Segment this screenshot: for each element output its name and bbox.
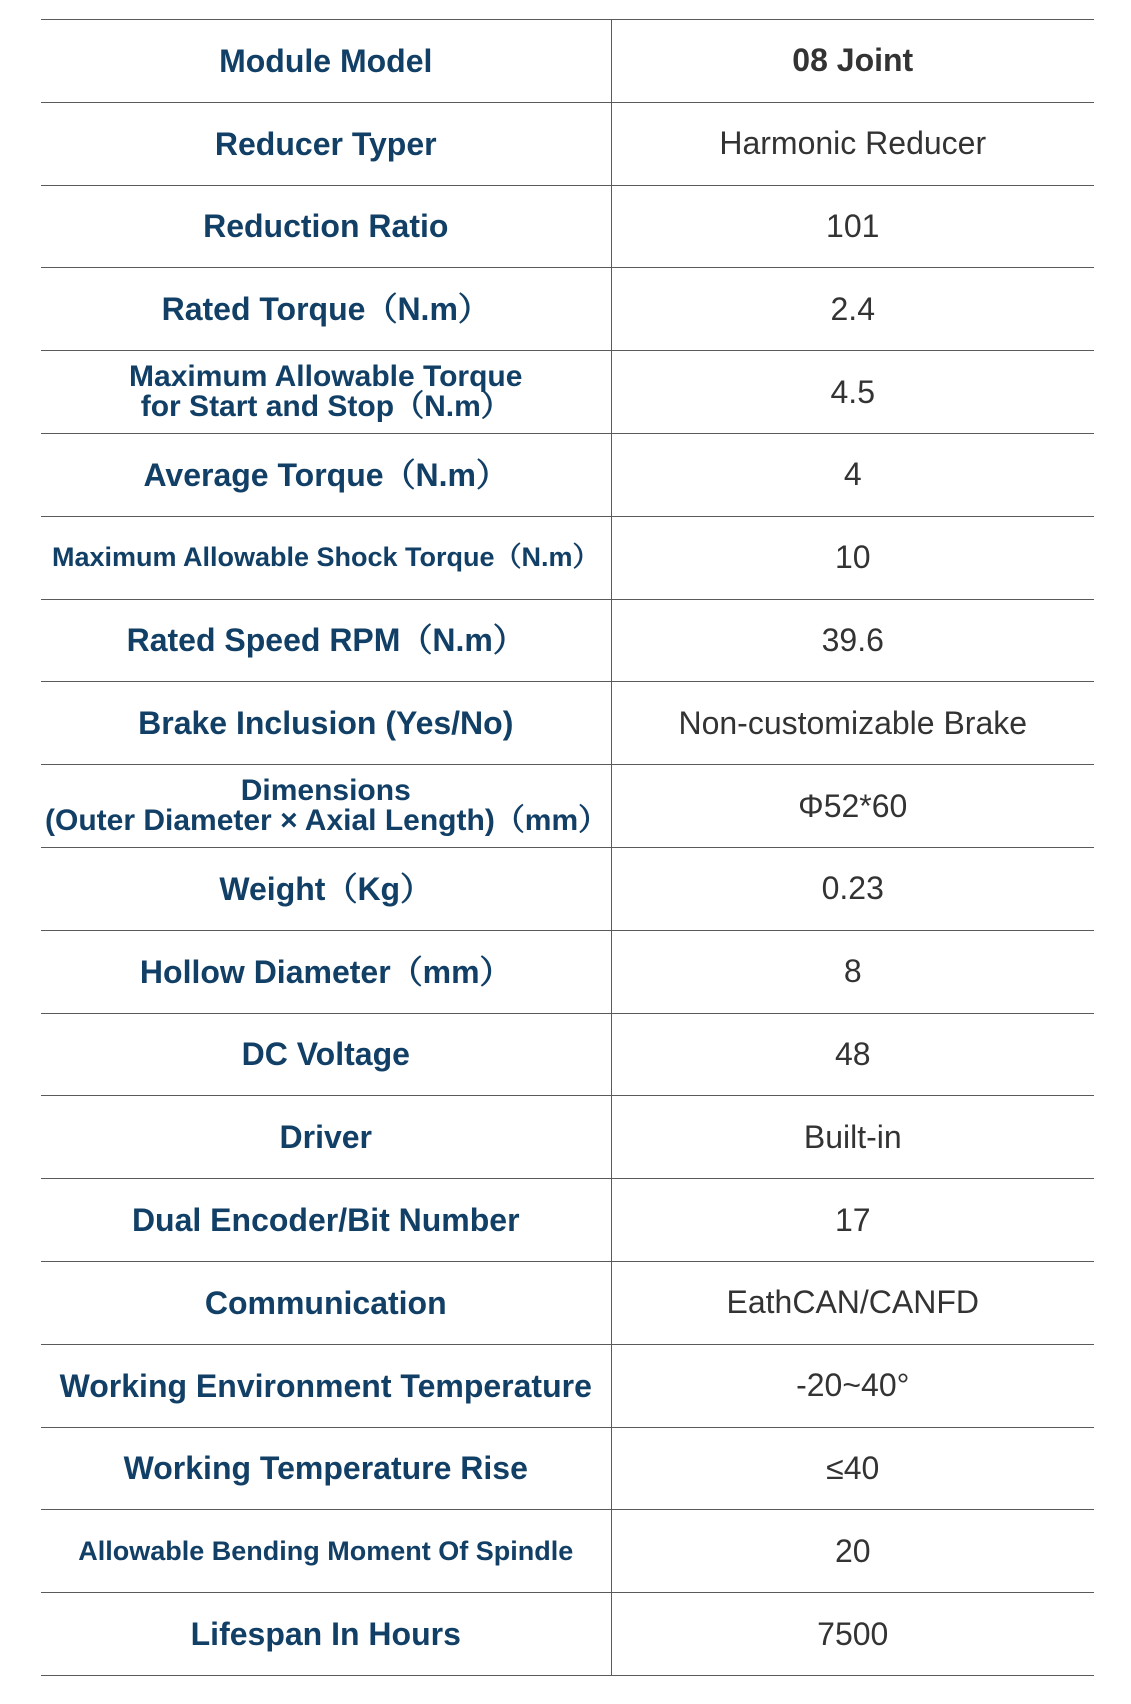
spec-label: Average Torque（N.m） bbox=[41, 433, 611, 516]
spec-label bbox=[41, 351, 611, 434]
spec-label: Driver bbox=[41, 1096, 611, 1179]
spec-table-body bbox=[41, 20, 1094, 1676]
spec-table bbox=[41, 19, 1094, 1676]
spec-label: Rated Torque（N.m） bbox=[41, 268, 611, 351]
spec-value: Harmonic Reducer bbox=[611, 102, 1094, 185]
table-row bbox=[41, 102, 1094, 185]
spec-value: EathCAN/CANFD bbox=[611, 1261, 1094, 1344]
table-row bbox=[41, 599, 1094, 682]
table-row bbox=[41, 682, 1094, 765]
spec-value: Non-customizable Brake bbox=[611, 682, 1094, 765]
spec-value: 4.5 bbox=[611, 351, 1094, 434]
spec-value: 08 Joint bbox=[611, 20, 1094, 103]
spec-label: Weight（Kg） bbox=[41, 847, 611, 930]
spec-label: Hollow Diameter（mm） bbox=[41, 930, 611, 1013]
table-row bbox=[41, 847, 1094, 930]
spec-value: Φ52*60 bbox=[611, 765, 1094, 848]
spec-value: Built-in bbox=[611, 1096, 1094, 1179]
spec-label: Module Model bbox=[41, 20, 611, 103]
table-row bbox=[41, 433, 1094, 516]
spec-value: 10 bbox=[611, 516, 1094, 599]
spec-value: -20~40° bbox=[611, 1344, 1094, 1427]
spec-value: 0.23 bbox=[611, 847, 1094, 930]
table-row bbox=[41, 1427, 1094, 1510]
spec-label: Reduction Ratio bbox=[41, 185, 611, 268]
spec-label: Communication bbox=[41, 1261, 611, 1344]
spec-label: DC Voltage bbox=[41, 1013, 611, 1096]
spec-label: Working Environment Temperature bbox=[41, 1344, 611, 1427]
spec-value: 7500 bbox=[611, 1593, 1094, 1676]
table-row bbox=[41, 1179, 1094, 1262]
spec-value: 20 bbox=[611, 1510, 1094, 1593]
table-row bbox=[41, 1013, 1094, 1096]
table-row bbox=[41, 351, 1094, 434]
spec-label bbox=[41, 765, 611, 848]
spec-label: Reducer Typer bbox=[41, 102, 611, 185]
table-row bbox=[41, 1510, 1094, 1593]
spec-value: 101 bbox=[611, 185, 1094, 268]
table-row bbox=[41, 930, 1094, 1013]
spec-value: 39.6 bbox=[611, 599, 1094, 682]
table-row bbox=[41, 1344, 1094, 1427]
table-row bbox=[41, 765, 1094, 848]
table-row bbox=[41, 1593, 1094, 1676]
spec-value: 48 bbox=[611, 1013, 1094, 1096]
spec-label-line: for Start and Stop（N.m） bbox=[140, 390, 511, 424]
spec-label: Allowable Bending Moment Of Spindle bbox=[41, 1510, 611, 1593]
spec-label: Brake Inclusion (Yes/No) bbox=[41, 682, 611, 765]
spec-label-line: Dimensions bbox=[240, 774, 411, 808]
spec-label: Rated Speed RPM（N.m） bbox=[41, 599, 611, 682]
spec-label: Dual Encoder/Bit Number bbox=[41, 1179, 611, 1262]
spec-label-line: Maximum Allowable Torque bbox=[129, 360, 523, 394]
spec-value: 2.4 bbox=[611, 268, 1094, 351]
spec-value: ≤40 bbox=[611, 1427, 1094, 1510]
spec-value: 8 bbox=[611, 930, 1094, 1013]
spec-value: 17 bbox=[611, 1179, 1094, 1262]
table-row bbox=[41, 268, 1094, 351]
spec-label: Working Temperature Rise bbox=[41, 1427, 611, 1510]
table-row bbox=[41, 516, 1094, 599]
spec-value: 4 bbox=[611, 433, 1094, 516]
table-row bbox=[41, 20, 1094, 103]
spec-label-line: (Outer Diameter × Axial Length)（mm） bbox=[45, 804, 609, 838]
table-row bbox=[41, 1261, 1094, 1344]
table-row bbox=[41, 185, 1094, 268]
table-row bbox=[41, 1096, 1094, 1179]
spec-label: Maximum Allowable Shock Torque（N.m） bbox=[41, 516, 611, 599]
spec-label: Lifespan In Hours bbox=[41, 1593, 611, 1676]
